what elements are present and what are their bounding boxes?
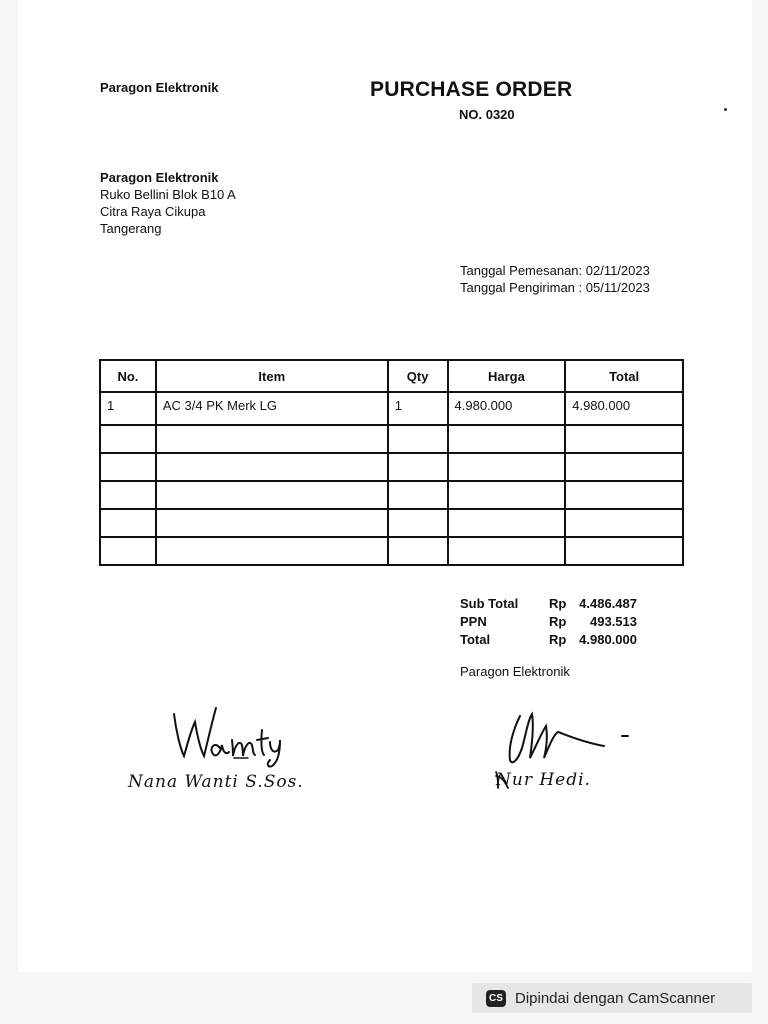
- table-cell: [100, 509, 156, 537]
- column-header: Harga: [448, 360, 566, 392]
- table-cell: [448, 425, 566, 453]
- table-cell: [100, 425, 156, 453]
- table-cell: [156, 425, 388, 453]
- items-table: [99, 359, 684, 566]
- table-cell: [565, 537, 683, 565]
- table-cell: [156, 509, 388, 537]
- address-line: Ruko Bellini Blok B10 A: [100, 187, 236, 202]
- table-cell: AC 3/4 PK Merk LG: [156, 392, 388, 425]
- table-cell: [388, 481, 448, 509]
- document-title: PURCHASE ORDER: [370, 78, 573, 101]
- total-value: 4.980.000: [579, 632, 637, 647]
- table-cell: 1: [388, 392, 448, 425]
- table-cell: [448, 537, 566, 565]
- ppn-value: 493.513: [590, 614, 637, 629]
- table-cell: [565, 425, 683, 453]
- total-row: [460, 631, 637, 649]
- ppn-label: PPN: [460, 614, 487, 629]
- address-name: Paragon Elektronik: [100, 170, 219, 185]
- table-cell: [156, 453, 388, 481]
- header-company: Paragon Elektronik: [100, 80, 219, 95]
- table-cell: [100, 537, 156, 565]
- column-header: No.: [100, 360, 156, 392]
- currency-label: Rp: [549, 596, 567, 611]
- table-cell: [156, 537, 388, 565]
- table-row: [100, 425, 683, 453]
- table-cell: [565, 453, 683, 481]
- table-cell: [156, 481, 388, 509]
- right-signer-name: Nur Hedi.: [496, 770, 591, 790]
- left-signer-name: Nana Wanti S.Sos.: [128, 772, 304, 792]
- camscanner-text: Dipindai dengan CamScanner: [515, 989, 716, 1007]
- ppn-row: [460, 613, 637, 631]
- table-cell: 1: [100, 392, 156, 425]
- delivery-date: Tanggal Pengiriman : 05/11/2023: [460, 280, 650, 295]
- subtotal-row: [460, 595, 637, 613]
- table-cell: [448, 453, 566, 481]
- table-row: [100, 509, 683, 537]
- address-line: Citra Raya Cikupa: [100, 204, 206, 219]
- table-cell: [388, 453, 448, 481]
- signer-company: Paragon Elektronik: [460, 664, 570, 679]
- table-cell: [388, 537, 448, 565]
- table-cell: 4.980.000: [565, 392, 683, 425]
- total-label: Total: [460, 632, 491, 647]
- table-row: [100, 453, 683, 481]
- column-header: Total: [565, 360, 683, 392]
- camscanner-logo-icon: CS: [486, 990, 506, 1007]
- table-cell: [565, 481, 683, 509]
- subtotal-value: 4.486.487: [579, 596, 637, 611]
- column-header: Qty: [388, 360, 448, 392]
- table-row: [100, 392, 683, 425]
- table-cell: [448, 509, 566, 537]
- table-cell: 4.980.000: [448, 392, 566, 425]
- left-signature: [168, 700, 292, 770]
- order-date: Tanggal Pemesanan: 02/11/2023: [460, 263, 650, 278]
- table-cell: [565, 509, 683, 537]
- address-line: Tangerang: [100, 221, 162, 236]
- currency-label: Rp: [549, 632, 567, 647]
- dates-block: [460, 262, 650, 296]
- camscanner-badge: [472, 983, 752, 1013]
- table-cell: [388, 425, 448, 453]
- table-row: [100, 481, 683, 509]
- table-header-row: [100, 360, 683, 392]
- currency-label: Rp: [549, 614, 567, 629]
- address-block: [100, 169, 236, 237]
- subtotal-label: Sub Total: [460, 596, 519, 611]
- table-cell: [100, 453, 156, 481]
- table-cell: [100, 481, 156, 509]
- po-number: NO. 0320: [459, 107, 515, 122]
- table-row: [100, 537, 683, 565]
- table-cell: [448, 481, 566, 509]
- table-cell: [388, 509, 448, 537]
- totals-block: [460, 595, 637, 649]
- scan-speck: [724, 108, 727, 111]
- column-header: Item: [156, 360, 388, 392]
